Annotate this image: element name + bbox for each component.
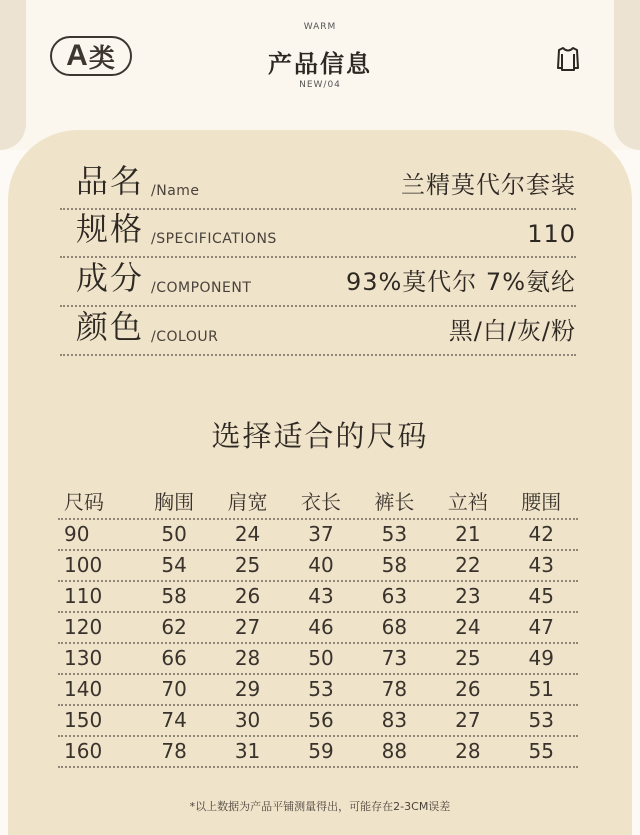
info-value: 110	[527, 220, 576, 248]
table-cell: 110	[64, 584, 103, 608]
table-cell: 53	[381, 522, 408, 546]
table-cell: 42	[528, 522, 554, 546]
table-row	[58, 551, 578, 582]
table-cell: 25	[234, 553, 261, 577]
info-label: 成分	[76, 259, 145, 297]
header-subtitle-bottom: NEW/04	[299, 80, 341, 90]
table-cell: 45	[528, 584, 554, 608]
table-cell: 56	[308, 708, 334, 732]
table-cell: 24	[234, 522, 261, 546]
table-cell: 22	[455, 553, 481, 577]
table-cell: 70	[161, 677, 187, 701]
info-row-colour	[60, 306, 576, 356]
table-cell: 54	[161, 553, 187, 577]
table-cell: 73	[381, 646, 408, 670]
table-cell: 21	[455, 522, 481, 546]
table-cell: 30	[234, 708, 261, 732]
table-cell: 26	[234, 584, 261, 608]
info-label: 颜色	[76, 308, 145, 346]
table-row	[58, 675, 578, 706]
table-cell: 28	[234, 646, 261, 670]
table-row	[58, 520, 578, 551]
info-value: 93%莫代尔 7%氨纶	[345, 268, 576, 296]
table-row	[58, 644, 578, 675]
info-value: 兰精莫代尔套装	[401, 171, 576, 199]
table-header-cell: 裤长	[374, 490, 415, 514]
table-cell: 43	[308, 584, 334, 608]
table-cell: 78	[381, 677, 408, 701]
size-section-title: 选择适合的尺码	[211, 419, 429, 453]
table-header-cell: 胸围	[154, 490, 195, 514]
table-cell: 43	[528, 553, 554, 577]
table-cell: 78	[161, 739, 187, 763]
table-cell: 47	[528, 615, 554, 639]
table-cell: 50	[161, 522, 187, 546]
info-label: 品名	[76, 162, 145, 200]
table-cell: 100	[64, 553, 103, 577]
table-header-cell: 腰围	[521, 490, 562, 514]
table-cell: 68	[381, 615, 408, 639]
table-header-cell: 尺码	[64, 490, 104, 514]
table-cell: 37	[308, 522, 334, 546]
table-cell: 90	[64, 522, 90, 546]
footnote: *以上数据为产品平铺测量得出，可能存在2-3CM误差	[189, 800, 451, 813]
table-cell: 58	[161, 584, 187, 608]
info-sublabel: /COMPONENT	[151, 280, 252, 296]
table-cell: 150	[64, 708, 103, 732]
info-row-component	[60, 257, 576, 307]
table-cell: 55	[528, 739, 554, 763]
table-cell: 31	[234, 739, 261, 763]
table-cell: 53	[528, 708, 554, 732]
table-row	[58, 706, 578, 737]
table-header-cell: 衣长	[300, 490, 341, 514]
table-row	[58, 613, 578, 644]
info-value: 黑/白/灰/粉	[448, 317, 576, 345]
table-cell: 62	[161, 615, 187, 639]
shirt-icon	[553, 44, 583, 74]
table-cell: 83	[381, 708, 408, 732]
info-row-name	[60, 160, 576, 210]
table-cell: 120	[64, 615, 103, 639]
table-cell: 49	[528, 646, 554, 670]
table-cell: 88	[381, 739, 408, 763]
table-cell: 40	[308, 553, 334, 577]
table-cell: 74	[161, 708, 187, 732]
table-cell: 58	[381, 553, 408, 577]
table-header-row	[58, 485, 578, 520]
table-cell: 50	[308, 646, 334, 670]
table-cell: 66	[161, 646, 187, 670]
table-cell: 28	[455, 739, 481, 763]
table-cell: 130	[64, 646, 103, 670]
size-table	[58, 485, 578, 768]
info-sublabel: /Name	[151, 183, 200, 199]
info-label: 规格	[76, 210, 145, 248]
table-cell: 25	[455, 646, 481, 670]
table-cell: 160	[64, 739, 103, 763]
table-cell: 23	[455, 584, 481, 608]
table-cell: 140	[64, 677, 103, 701]
table-cell: 29	[234, 677, 261, 701]
page-title: 产品信息	[268, 50, 372, 78]
table-cell: 24	[455, 615, 481, 639]
table-cell: 46	[308, 615, 334, 639]
table-row	[58, 737, 578, 768]
table-row	[58, 582, 578, 613]
table-cell: 27	[455, 708, 481, 732]
badge-letter: A	[66, 39, 89, 72]
table-body	[58, 520, 578, 768]
info-sublabel: /COLOUR	[151, 329, 219, 345]
table-header-cell: 肩宽	[227, 490, 268, 514]
table-cell: 51	[528, 677, 554, 701]
table-cell: 59	[308, 739, 334, 763]
info-row-spec	[60, 208, 576, 258]
table-cell: 53	[308, 677, 334, 701]
table-cell: 27	[234, 615, 261, 639]
table-header-cell: 立裆	[447, 490, 488, 514]
badge-text: 类	[88, 43, 116, 74]
table-cell: 26	[455, 677, 481, 701]
header-subtitle-top: WARM	[303, 22, 337, 32]
info-sublabel: /SPECIFICATIONS	[151, 231, 277, 247]
table-cell: 63	[381, 584, 408, 608]
